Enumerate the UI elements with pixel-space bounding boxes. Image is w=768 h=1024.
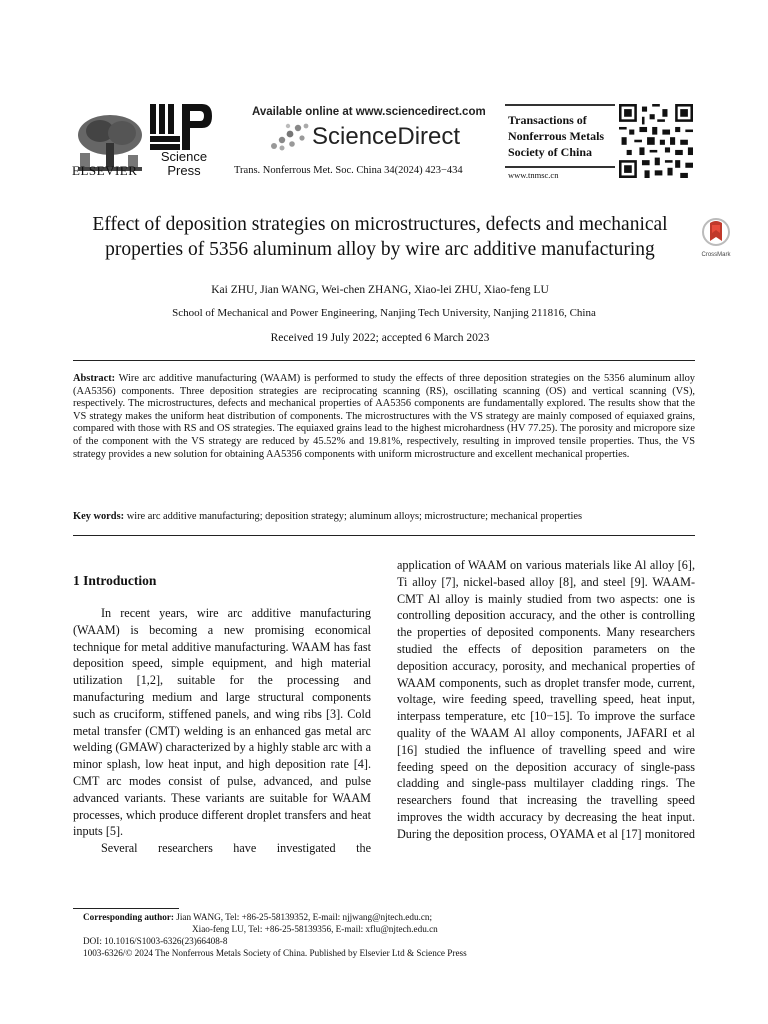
- journal-line3: Society of China: [508, 145, 592, 159]
- corresponding-line1: Jian WANG, Tel: +86-25-58139352, E-mail: njjwang@njtech.edu.cn;: [176, 912, 433, 922]
- title-line1: Effect of deposition strategies on microstructures, defects and mechanical: [92, 214, 668, 235]
- abstract: [73, 373, 695, 461]
- intro-paragraph-continued: application of WAAM on various materials like Al alloy [6], Ti alloy [7], nickel-based alloy [8], and steel [9]. WAAM-CMT Al alloy is mainly studied from two aspects: one is controlling deposition accuracy, and the other is controlling the properties of deposited components. Many researchers studied the effects of deposition parameters on the deposition accuracy, porosity, and mechanical properties of WAAM components, such as droplet transfer mode, current, voltage, wire feeding speed, travelling speed, heat input, interpass temperature, etc [10−15]. To improve the surface quality of the WAAM Al alloy components, JAFARI et al [16] studied the influence of travelling speed and wire feeding speed on the deposition accuracy of single-pass cladding and single-pass multilayer cladding rings. The researchers found that increasing the travelling speed improves the width accuracy by decreasing the heat input. During the deposition process, OYAMA et al [17] monitored: [397, 558, 695, 841]
- intro-paragraph-1: In recent years, wire arc additive manufacturing (WAAM) is becoming a new promising economical technique for metal additive manufacturing. WAAM has fast deposition speed, simple equipment, and high material utilization [1,2], suitable for the processing and manufacturing medium and large structural components such as cruciform, stiffened panels, and wing ribs [3]. Cold metal transfer (CMT) welding is an enhanced gas metal arc welding (GMAW) characterized by a highly stable arc with a minor splash, low heat input, and high deposition rate [4]. CMT arc modes consist of pulse, advanced, and pulse advanced variants. These variants are suitable for WAAM processes, which produce different droplet transfers and heat inputs [5].: [73, 606, 371, 839]
- affiliation: School of Mechanical and Power Engineering, Nanjing Tech University, Nanjing 211816, China: [172, 307, 596, 319]
- section-heading: 1 Introduction: [73, 573, 157, 588]
- corresponding-author: [83, 911, 432, 923]
- journal-line1: Transactions of: [508, 113, 587, 127]
- sciencedirect-wordmark: ScienceDirect: [312, 123, 461, 150]
- top-divider: [73, 360, 695, 361]
- journal-name: [508, 112, 616, 160]
- abstract-bottom-divider: [73, 535, 695, 536]
- author-list: Kai ZHU, Jian WANG, Wei-chen ZHANG, Xiao-lei ZHU, Xiao-feng LU: [211, 284, 549, 296]
- journal-website[interactable]: www.tnmsc.cn: [508, 170, 559, 180]
- keywords-label: Key words:: [73, 511, 125, 522]
- publisher-name: ELSEVIER: [72, 163, 138, 178]
- right-column: [397, 557, 695, 843]
- corresponding-line2: Xiao-feng LU, Tel: +86-25-58139356, E-mail: xflu@njtech.edu.cn: [192, 924, 438, 934]
- corresponding-label: Corresponding author:: [83, 912, 174, 922]
- crossmark-icon: [699, 217, 733, 247]
- crossmark-label: CrossMark: [701, 252, 731, 258]
- received-dates: Received 19 July 2022; accepted 6 March 2023: [270, 332, 490, 344]
- crossmark-badge[interactable]: [699, 217, 733, 257]
- footnote-divider: [73, 908, 179, 909]
- press-line1: Science: [160, 149, 208, 164]
- science-press-wordmark: [152, 150, 216, 178]
- abstract-text: Wire arc additive manufacturing (WAAM) is performed to study the effects of three deposition strategies on the 5356 aluminum alloy (AA5356) components. Three deposition strategies are reciprocating scanning (RS), oscillating scanning (OS) and vertical scanning (VS), respectively. The microstructures, defects and mechanical properties of AA5356 components are fundamentally explored. The results show that the VS strategy makes the uniform heat distribution of components. The microstructures with the VS strategy are mainly composed of equiaxed grains, compared with those with RS and OS strategies. The equiaxed grains lead to the highest microhardness (HV 77.25). The porosity and micropore size of the component with the VS strategy are reduced by 45.52% and 19.81%, respectively, resulting in improved tensile properties. Thus, the VS strategy provides a new solution for obtaining AA5356 components with uniform microstructure and excellent mechanical properties.: [73, 373, 695, 460]
- intro-paragraph-2: Several researchers have investigated the: [101, 841, 371, 856]
- abstract-label: Abstract:: [73, 373, 116, 384]
- copyright: 1003-6326/© 2024 The Nonferrous Metals Society of China. Published by Elsevier Ltd & Science Press: [83, 948, 467, 958]
- journal-citation: Trans. Nonferrous Met. Soc. China 34(2024) 423−434: [234, 165, 463, 176]
- left-column: [73, 605, 371, 857]
- science-press-logo: [150, 104, 212, 150]
- press-line2: Press: [167, 163, 201, 178]
- journal-line2: Nonferrous Metals: [508, 129, 605, 143]
- keywords-text: wire arc additive manufacturing; deposition strategy; aluminum alloys; microstructure; mechanical properties: [126, 511, 583, 522]
- title-line2: properties of 5356 aluminum alloy by wire arc additive manufacturing: [105, 239, 655, 260]
- article-title: [60, 212, 700, 262]
- sciencedirect-dots-icon: [268, 120, 312, 152]
- qr-code-icon: [619, 104, 693, 178]
- available-online-text: Available online at www.sciencedirect.com: [252, 106, 486, 118]
- doi[interactable]: DOI: 10.1016/S1003-6326(23)66408-8: [83, 936, 228, 946]
- keywords: [73, 511, 695, 524]
